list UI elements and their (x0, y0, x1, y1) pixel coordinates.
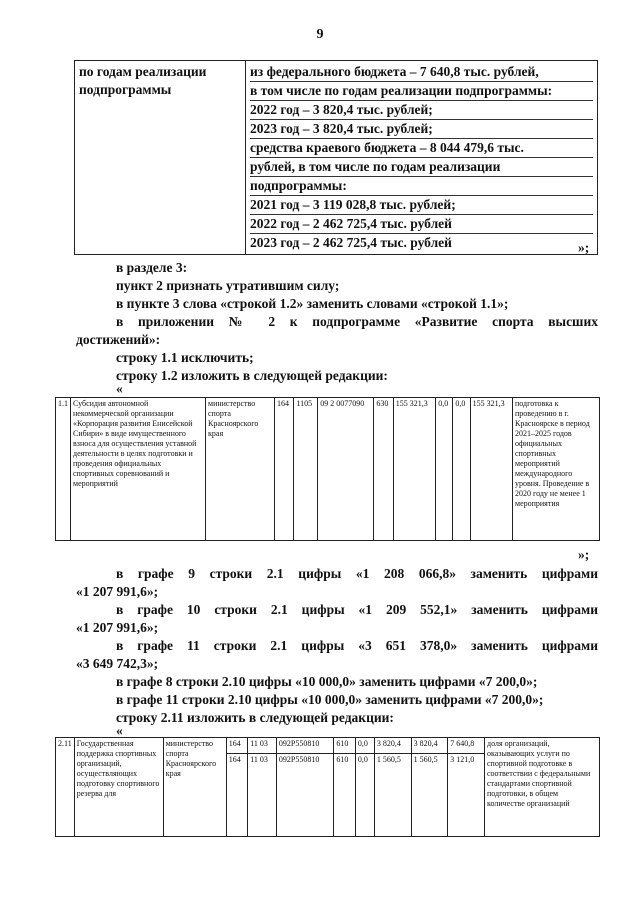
row-ministry: министерство спорта Красноярского края (206, 398, 275, 541)
paragraph-col-10-cont: «1 207 991,6»; (76, 620, 159, 635)
row-result: доля организаций, оказывающих услуги по спортивной подготовке в соответствии с федеральными стандартами спортивной подготовки, в общем количестве организаций (485, 738, 600, 837)
paragraph-section-3: в разделе 3: (116, 260, 188, 275)
row-vr: 630 (374, 398, 393, 541)
row-grbs: 164 (226, 754, 248, 837)
paragraph-item-3: в пункте 3 слова «строкой 1.2» заменить словами «строкой 1.1»; (116, 296, 509, 311)
paragraph-col-11: в графе 11 строки 2.1 цифры «3 651 378,0» заменить цифрами (116, 638, 598, 653)
paragraph-col-8-row-2-10: в графе 8 строки 2.10 цифры «10 000,0» заменить цифрами «7 200,0»; (116, 674, 538, 689)
row-ministry: министерство спорта Красноярского края (163, 738, 226, 837)
quote-close: »; (578, 547, 590, 562)
paragraph-row-1-2: строку 1.2 изложить в следующей редакции: (116, 368, 388, 383)
row-total: 7 640,8 (448, 738, 485, 754)
paragraph-col-9: в графе 9 строки 2.1 цифры «1 208 066,8» заменить цифрами (116, 566, 598, 581)
paragraph-row-2-11: строку 2.11 изложить в следующей редакции: (116, 710, 394, 725)
funding-line: 2022 год – 3 820,4 тыс. рублей; (250, 100, 593, 119)
paragraph-appendix: в приложении № 2 к подпрограмме «Развитие спорта высших (116, 314, 598, 329)
paragraph-col-11-row-2-10: в графе 11 строки 2.10 цифры «10 000,0» заменить цифрами «7 200,0»; (116, 692, 544, 707)
quote-open: « (116, 381, 123, 396)
row-total: 155 321,3 (470, 398, 512, 541)
funding-line: из федерального бюджета – 7 640,8 тыс. рублей, (250, 64, 539, 79)
paragraph-col-9-cont: «1 207 991,6»; (76, 584, 159, 599)
paragraph-appendix-cont: достижений»: (76, 332, 161, 347)
quote-open: « (116, 723, 123, 738)
row-vr: 610 (334, 754, 356, 837)
paragraph-col-11-cont: «3 649 742,3»; (76, 656, 159, 671)
row-grbs: 164 (226, 738, 248, 754)
funding-line: 2023 год – 2 462 725,4 тыс. рублей (250, 233, 593, 252)
row-csr: 09 2 0077090 (318, 398, 374, 541)
row-2023: 3 820,4 (411, 738, 448, 754)
row-name: Субсидия автономной некоммерческой организации «Корпорация развития Енисейской Сибири» в виде имущественного взноса для осуществления уставной деятельности в целях подготовки и проведения официальных спортивных соревнований и мероприятий (71, 398, 206, 541)
row-csr: 092P550810 (276, 738, 334, 754)
funding-line: 2022 год – 2 462 725,4 тыс. рублей (250, 214, 593, 233)
row-total: 3 121,0 (448, 754, 485, 837)
row-number: 1.1 (56, 398, 71, 541)
row-2021: 0,0 (355, 754, 374, 837)
row-2023: 1 560,5 (411, 754, 448, 837)
row-2022: 1 560,5 (374, 754, 411, 837)
funding-line: средства краевого бюджета – 8 044 479,6 тыс. (250, 138, 593, 157)
paragraph-item-2: пункт 2 признать утратившим силу; (116, 278, 340, 293)
row-csr: 092P550810 (276, 754, 334, 837)
funding-table-values (246, 61, 598, 255)
row-rzpr: 11 03 (248, 754, 277, 837)
row-rzpr: 1105 (294, 398, 318, 541)
row-2021: 0,0 (355, 738, 374, 754)
paragraph-col-10: в графе 10 строки 2.1 цифры «1 209 552,1» заменить цифрами (116, 602, 598, 617)
row-rzpr: 11 03 (248, 738, 277, 754)
funding-line: рублей, в том числе по годам реализации (250, 157, 593, 176)
row-2-11-table (55, 737, 600, 837)
paragraph-exclude-row: строку 1.1 исключить; (116, 350, 254, 365)
row-vr: 610 (334, 738, 356, 754)
row-result: подготовка к проведению в г. Красноярске в период 2021–2025 годов официальных спортивных мероприятий международного уровня. Проведение в 2020 году не менее 1 мероприятия (513, 398, 600, 541)
funding-line: 2023 год – 3 820,4 тыс. рублей; (250, 119, 593, 138)
funding-line: 2021 год – 3 119 028,8 тыс. рублей; (250, 195, 593, 214)
funding-table (74, 60, 598, 255)
row-2022: 0,0 (436, 398, 453, 541)
row-2022: 3 820,4 (374, 738, 411, 754)
funding-line: подпрограммы: (250, 176, 593, 195)
row-2021: 155 321,3 (393, 398, 435, 541)
funding-table-label: по годам реализации подпрограммы (75, 61, 246, 255)
quote-close: »; (578, 240, 590, 255)
row-number: 2.11 (56, 738, 75, 837)
row-2023: 0,0 (453, 398, 470, 541)
page-number: 9 (316, 27, 324, 42)
funding-line: в том числе по годам реализации подпрограммы: (250, 81, 593, 100)
row-1-1-table (55, 397, 600, 541)
row-name: Государственная поддержка спортивных организаций, осуществляющих подготовку спортивного резерва для (74, 738, 163, 837)
row-grbs: 164 (275, 398, 294, 541)
